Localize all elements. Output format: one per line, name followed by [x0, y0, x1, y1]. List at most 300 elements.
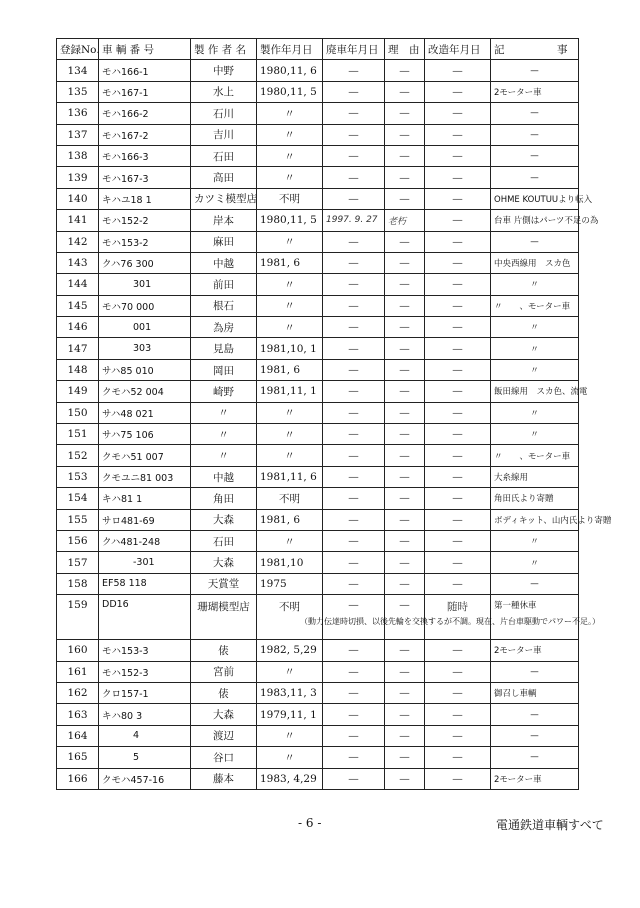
row-maker: 前田 — [191, 274, 257, 295]
vehicle-register-table — [56, 38, 612, 790]
row-car-no: キハ81 1 — [99, 488, 191, 509]
table-row — [57, 359, 579, 380]
row-modified-date: — — [425, 466, 491, 487]
row-scrap-date: — — [323, 402, 385, 423]
row-maker: 大森 — [191, 509, 257, 530]
row-made-date: 〃 — [257, 402, 323, 423]
row-notes: 〃 — [491, 552, 579, 573]
row-notes: 〃 — [491, 402, 579, 423]
row-modified-date: — — [425, 768, 491, 789]
row-reason: — — [385, 60, 425, 81]
row-car-no: モハ167-1 — [99, 81, 191, 102]
table-row — [57, 145, 579, 166]
row-reg-no: 135 — [57, 81, 99, 102]
row-car-no: キハ80 3 — [99, 704, 191, 725]
row-notes: — — [491, 60, 579, 81]
header-modified-date: 改造年月日 — [425, 39, 491, 60]
row-scrap-date: — — [323, 60, 385, 81]
row-car-no: 303 — [99, 338, 191, 359]
row-reg-no: 158 — [57, 573, 99, 594]
row-reason: — — [385, 530, 425, 551]
table-row — [57, 103, 579, 124]
row-notes: 〃 、モーター車 — [491, 445, 579, 466]
row-notes: — — [491, 124, 579, 145]
row-scrap-date: — — [323, 466, 385, 487]
row-reg-no: 134 — [57, 60, 99, 81]
row-modified-date: — — [425, 252, 491, 273]
row-modified-date: — — [425, 488, 491, 509]
row-reg-no: 144 — [57, 274, 99, 295]
table-row — [57, 509, 579, 530]
row-reason: — — [385, 145, 425, 166]
row-scrap-date: — — [323, 231, 385, 252]
row-modified-date: — — [425, 402, 491, 423]
row-notes: — — [491, 103, 579, 124]
header-made-date: 製作年月日 — [257, 39, 323, 60]
row-scrap-date: — — [323, 295, 385, 316]
row-car-no: モハ153-2 — [99, 231, 191, 252]
row-maker: 宮前 — [191, 661, 257, 682]
header-maker: 製 作 者 名 — [191, 39, 257, 60]
row-car-no: モハ167-3 — [99, 167, 191, 188]
row-reg-no: 139 — [57, 167, 99, 188]
row-scrap-date: — — [323, 124, 385, 145]
row-car-no: モハ152-2 — [99, 210, 191, 231]
row-modified-date: — — [425, 274, 491, 295]
row-reason: — — [385, 466, 425, 487]
row-scrap-date: — — [323, 274, 385, 295]
row-made-date: 〃 — [257, 445, 323, 466]
row-scrap-date: — — [323, 704, 385, 725]
row-made-date: 1981, 6 — [257, 359, 323, 380]
row-reason: — — [385, 231, 425, 252]
row-notes: 2モーター車 — [491, 768, 579, 789]
row-notes: — — [491, 573, 579, 594]
row-reg-no: 150 — [57, 402, 99, 423]
row-reg-no: 162 — [57, 682, 99, 703]
row-modified-date: — — [425, 552, 491, 573]
row-modified-date: — — [425, 682, 491, 703]
row-made-date: 1982, 5,29 — [257, 640, 323, 661]
row-notes: OHME KOUTUUより転入 — [491, 188, 579, 209]
row-maker: 岡田 — [191, 359, 257, 380]
row-scrap-date: — — [323, 661, 385, 682]
row-scrap-date: 1997. 9. 27 — [323, 210, 385, 231]
row-car-no: モハ70 000 — [99, 295, 191, 316]
row-reg-no: 152 — [57, 445, 99, 466]
row-reg-no: 137 — [57, 124, 99, 145]
row-scrap-date: — — [323, 252, 385, 273]
row-reason: — — [385, 747, 425, 768]
row-reason: — — [385, 359, 425, 380]
row-notes: 〃 — [491, 424, 579, 445]
row-maker: 渡辺 — [191, 725, 257, 746]
row-made-date: 不明 — [257, 188, 323, 209]
row-made-date: 〃 — [257, 317, 323, 338]
row-reason: — — [385, 725, 425, 746]
row-reg-no: 164 — [57, 725, 99, 746]
row-car-no: キハユ18 1 — [99, 188, 191, 209]
table-row — [57, 210, 579, 231]
row-made-date: 1981, 6 — [257, 252, 323, 273]
row-maker: 大森 — [191, 552, 257, 573]
row-notes: 〃 — [491, 359, 579, 380]
row-car-no: 001 — [99, 317, 191, 338]
row-reg-no: 163 — [57, 704, 99, 725]
row-maker: 角田 — [191, 488, 257, 509]
row-maker: 根石 — [191, 295, 257, 316]
header-car-no: 車 輌 番 号 — [99, 39, 191, 60]
row-reason: — — [385, 402, 425, 423]
table-row — [57, 768, 579, 789]
row-modified-date: 随時 — [425, 595, 491, 640]
table-row — [57, 466, 579, 487]
row-scrap-date: — — [323, 488, 385, 509]
row-made-date: 〃 — [257, 530, 323, 551]
row-car-no: 301 — [99, 274, 191, 295]
row-modified-date: — — [425, 445, 491, 466]
row-scrap-date: — — [323, 509, 385, 530]
table-row — [57, 231, 579, 252]
row-notes: — — [491, 704, 579, 725]
table-row — [57, 704, 579, 725]
row-reason: — — [385, 81, 425, 102]
row-reason: — — [385, 682, 425, 703]
table-row — [57, 274, 579, 295]
row-scrap-date: — — [323, 445, 385, 466]
row-maker: 俵 — [191, 682, 257, 703]
row-notes: — — [491, 725, 579, 746]
row-reason: — — [385, 595, 425, 640]
header-scrap-date: 廃車年月日 — [323, 39, 385, 60]
row-car-no: モハ167-2 — [99, 124, 191, 145]
row-reason: — — [385, 252, 425, 273]
row-notes: 中央西線用 スカ色 — [491, 252, 579, 273]
row-reason: — — [385, 167, 425, 188]
row-notes: 御召し車輌 — [491, 682, 579, 703]
row-scrap-date: — — [323, 595, 385, 640]
row-reg-no: 155 — [57, 509, 99, 530]
row-made-date: 〃 — [257, 295, 323, 316]
row-made-date: 〃 — [257, 424, 323, 445]
row-reg-no: 140 — [57, 188, 99, 209]
row-maker: 谷口 — [191, 747, 257, 768]
page-number: - 6 - — [298, 816, 322, 830]
row-made-date: 1979,11, 1 — [257, 704, 323, 725]
row-notes: 2モーター車 — [491, 640, 579, 661]
row-notes: ボディキット、山内氏より寄贈 — [491, 509, 579, 530]
row-car-no: クハ76 300 — [99, 252, 191, 273]
row-159-subnote: （動力伝達時切損、以後先輪を交換するが不調。現在、片台車駆動でパワー不足。） — [300, 617, 600, 626]
row-modified-date: — — [425, 231, 491, 252]
row-scrap-date: — — [323, 317, 385, 338]
row-made-date: 〃 — [257, 145, 323, 166]
table-row — [57, 552, 579, 573]
row-car-no: モハ152-3 — [99, 661, 191, 682]
table-row — [57, 317, 579, 338]
row-maker: 為房 — [191, 317, 257, 338]
row-car-no: -301 — [99, 552, 191, 573]
row-modified-date: — — [425, 573, 491, 594]
table-row — [57, 81, 579, 102]
row-modified-date: — — [425, 81, 491, 102]
row-notes: 〃 — [491, 530, 579, 551]
row-modified-date: — — [425, 124, 491, 145]
row-modified-date: — — [425, 530, 491, 551]
row-car-no: 5 — [99, 747, 191, 768]
row-made-date: 〃 — [257, 725, 323, 746]
row-scrap-date: — — [323, 167, 385, 188]
row-scrap-date: — — [323, 188, 385, 209]
row-made-date: 1980,11, 5 — [257, 210, 323, 231]
row-notes: 〃 — [491, 274, 579, 295]
row-scrap-date: — — [323, 725, 385, 746]
row-modified-date: — — [425, 188, 491, 209]
row-reg-no: 149 — [57, 381, 99, 402]
row-made-date: 1981,10, 1 — [257, 338, 323, 359]
row-maker: 中越 — [191, 466, 257, 487]
row-notes: — — [491, 747, 579, 768]
row-car-no: EF58 118 — [99, 573, 191, 594]
table-row — [57, 445, 579, 466]
row-modified-date: — — [425, 295, 491, 316]
row-maker: 中野 — [191, 60, 257, 81]
row-scrap-date: — — [323, 747, 385, 768]
table-row — [57, 640, 579, 661]
row-car-no: クモユニ81 003 — [99, 466, 191, 487]
row-car-no: クロ157-1 — [99, 682, 191, 703]
row-reason: — — [385, 424, 425, 445]
row-car-no: クハ481-248 — [99, 530, 191, 551]
row-modified-date: — — [425, 359, 491, 380]
row-modified-date: — — [425, 424, 491, 445]
row-modified-date: — — [425, 640, 491, 661]
row-reg-no: 156 — [57, 530, 99, 551]
row-reason: — — [385, 338, 425, 359]
row-reason: — — [385, 573, 425, 594]
row-reason: — — [385, 188, 425, 209]
row-scrap-date: — — [323, 424, 385, 445]
row-reason: — — [385, 381, 425, 402]
row-notes: — — [491, 145, 579, 166]
row-reason: — — [385, 103, 425, 124]
row-reg-no: 145 — [57, 295, 99, 316]
row-car-no: 4 — [99, 725, 191, 746]
row-maker: 見島 — [191, 338, 257, 359]
row-maker: 麻田 — [191, 231, 257, 252]
row-reason: — — [385, 488, 425, 509]
row-scrap-date: — — [323, 81, 385, 102]
row-car-no: サロ481-69 — [99, 509, 191, 530]
table-header-row — [57, 39, 579, 60]
row-made-date: 〃 — [257, 103, 323, 124]
row-reg-no: 165 — [57, 747, 99, 768]
row-maker: 天賞堂 — [191, 573, 257, 594]
row-reg-no: 143 — [57, 252, 99, 273]
row-reason: — — [385, 661, 425, 682]
row-modified-date: — — [425, 509, 491, 530]
row-scrap-date: — — [323, 530, 385, 551]
row-made-date: 〃 — [257, 661, 323, 682]
row-car-no: クモハ457-16 — [99, 768, 191, 789]
row-reason: — — [385, 295, 425, 316]
row-reg-no: 147 — [57, 338, 99, 359]
row-notes: 〃 — [491, 338, 579, 359]
row-made-date: 1981,11, 6 — [257, 466, 323, 487]
row-modified-date: — — [425, 60, 491, 81]
row-maker: 俵 — [191, 640, 257, 661]
row-maker: 石田 — [191, 530, 257, 551]
row-made-date: 〃 — [257, 747, 323, 768]
row-scrap-date: — — [323, 103, 385, 124]
row-modified-date: — — [425, 661, 491, 682]
row-car-no: サハ85 010 — [99, 359, 191, 380]
row-made-date: 1975 — [257, 573, 323, 594]
footer-title: 電通鉄道車輌すべて — [496, 818, 604, 832]
row-reason: — — [385, 274, 425, 295]
row-modified-date: — — [425, 210, 491, 231]
table-row — [57, 124, 579, 145]
row-reg-no: 148 — [57, 359, 99, 380]
row-car-no: DD16 — [99, 595, 191, 640]
row-maker: カツミ模型店 — [191, 188, 257, 209]
row-reg-no: 159 — [57, 595, 99, 640]
row-reg-no: 136 — [57, 103, 99, 124]
table-body — [57, 60, 612, 790]
row-reg-no: 138 — [57, 145, 99, 166]
row-modified-date: — — [425, 338, 491, 359]
row-notes: 2モーター車 — [491, 81, 579, 102]
row-modified-date: — — [425, 725, 491, 746]
row-scrap-date: — — [323, 381, 385, 402]
row-car-no: サハ75 106 — [99, 424, 191, 445]
row-maker: 中越 — [191, 252, 257, 273]
row-notes: 角田氏より寄贈 — [491, 488, 579, 509]
row-notes: — — [491, 167, 579, 188]
row-made-date: 〃 — [257, 231, 323, 252]
row-made-date: 1981, 6 — [257, 509, 323, 530]
row-reg-no: 141 — [57, 210, 99, 231]
row-car-no: クモハ52 004 — [99, 381, 191, 402]
row-scrap-date: — — [323, 573, 385, 594]
row-reason: — — [385, 768, 425, 789]
row-maker: 石田 — [191, 145, 257, 166]
row-car-no: クモハ51 007 — [99, 445, 191, 466]
row-made-date: 〃 — [257, 124, 323, 145]
header-reason: 理 由 — [385, 39, 425, 60]
row-car-no: モハ166-2 — [99, 103, 191, 124]
table-row — [57, 661, 579, 682]
row-reg-no: 166 — [57, 768, 99, 789]
row-reg-no: 146 — [57, 317, 99, 338]
row-reason: — — [385, 509, 425, 530]
row-reason: — — [385, 552, 425, 573]
row-reason: — — [385, 445, 425, 466]
row-maker: 〃 — [191, 445, 257, 466]
table-row — [57, 682, 579, 703]
table-row — [57, 725, 579, 746]
row-made-date: 不明 — [257, 488, 323, 509]
row-notes: 大糸線用 — [491, 466, 579, 487]
row-notes: — — [491, 661, 579, 682]
row-reg-no: 161 — [57, 661, 99, 682]
row-made-date: 不明 — [257, 595, 323, 640]
row-made-date: 1980,11, 6 — [257, 60, 323, 81]
table-row — [57, 338, 579, 359]
row-notes: 飯田線用 スカ色、流電 — [491, 381, 579, 402]
table-row — [57, 60, 579, 81]
row-modified-date: — — [425, 381, 491, 402]
header-notes: 記 事 — [491, 39, 579, 60]
row-car-no: モハ166-3 — [99, 145, 191, 166]
row-modified-date: — — [425, 103, 491, 124]
row-notes: 第一種休車 — [491, 595, 579, 640]
row-reg-no: 142 — [57, 231, 99, 252]
row-maker: 吉川 — [191, 124, 257, 145]
row-made-date: 1981,10 — [257, 552, 323, 573]
row-reg-no: 160 — [57, 640, 99, 661]
row-maker: 高田 — [191, 167, 257, 188]
row-maker: 水上 — [191, 81, 257, 102]
row-scrap-date: — — [323, 552, 385, 573]
row-reg-no: 151 — [57, 424, 99, 445]
table-row — [57, 747, 579, 768]
table-row — [57, 167, 579, 188]
row-car-no: サハ48 021 — [99, 402, 191, 423]
row-maker: 大森 — [191, 704, 257, 725]
row-maker: 〃 — [191, 402, 257, 423]
row-maker: 珊瑚模型店 — [191, 595, 257, 640]
row-reason: — — [385, 124, 425, 145]
table-row — [57, 252, 579, 273]
row-maker: 岸本 — [191, 210, 257, 231]
row-maker: 藤本 — [191, 768, 257, 789]
row-reg-no: 153 — [57, 466, 99, 487]
row-car-no: モハ166-1 — [99, 60, 191, 81]
row-reason: — — [385, 640, 425, 661]
table-row — [57, 530, 579, 551]
row-scrap-date: — — [323, 768, 385, 789]
header-reg-no: 登録No. — [57, 39, 99, 60]
row-reason: — — [385, 704, 425, 725]
table-row — [57, 188, 579, 209]
row-scrap-date: — — [323, 640, 385, 661]
table-row — [57, 488, 579, 509]
row-made-date: 1980,11, 5 — [257, 81, 323, 102]
row-reg-no: 157 — [57, 552, 99, 573]
row-scrap-date: — — [323, 359, 385, 380]
row-scrap-date: — — [323, 682, 385, 703]
row-notes: — — [491, 231, 579, 252]
row-made-date: 1981,11, 1 — [257, 381, 323, 402]
row-modified-date: — — [425, 145, 491, 166]
row-reason: 老朽 — [385, 210, 425, 231]
row-maker: 石川 — [191, 103, 257, 124]
row-modified-date: — — [425, 747, 491, 768]
row-modified-date: — — [425, 317, 491, 338]
row-made-date: 〃 — [257, 167, 323, 188]
row-made-date: 1983,11, 3 — [257, 682, 323, 703]
row-modified-date: — — [425, 704, 491, 725]
row-maker: 〃 — [191, 424, 257, 445]
row-maker: 崎野 — [191, 381, 257, 402]
row-scrap-date: — — [323, 338, 385, 359]
row-notes: 〃 — [491, 317, 579, 338]
row-made-date: 1983, 4,29 — [257, 768, 323, 789]
table-row — [57, 402, 579, 423]
row-made-date: 〃 — [257, 274, 323, 295]
table-row — [57, 295, 579, 316]
